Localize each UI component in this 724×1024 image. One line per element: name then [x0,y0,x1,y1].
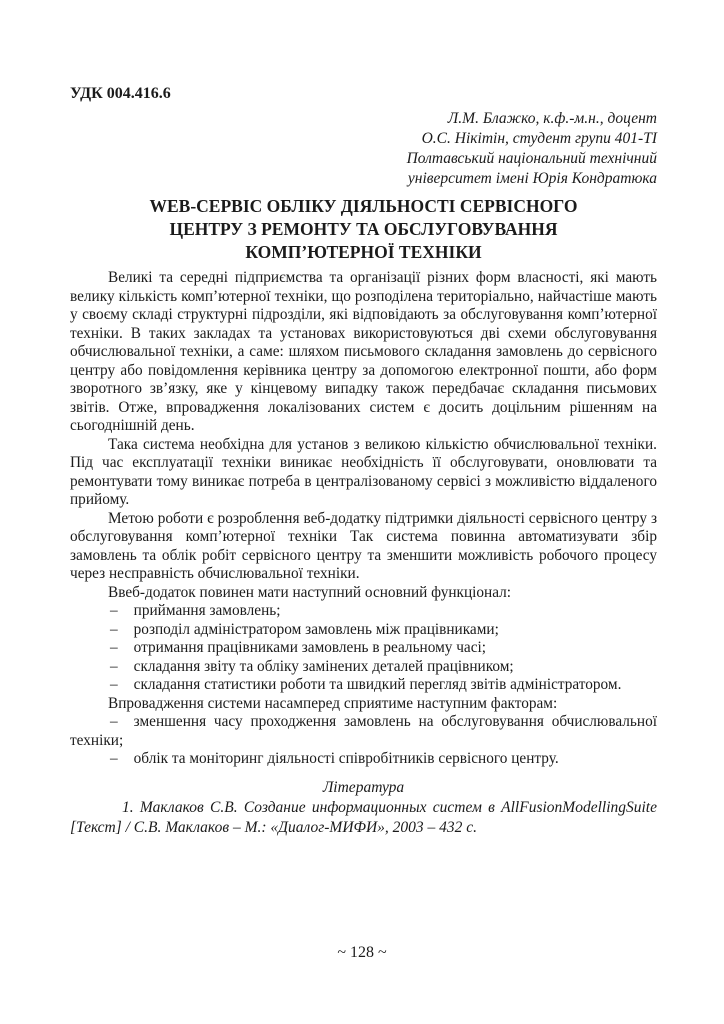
list-dash: – [110,657,118,675]
paper-title-line: КОМП’ЮТЕРНОЇ ТЕХНІКИ [245,242,482,262]
list-dash: – [110,639,118,656]
list-item [70,602,657,621]
author-line: О.С. Нікітін, студент групи 401-ТІ [421,130,657,147]
list-item [70,639,657,658]
affiliation-line: Полтавський національний технічний [406,150,657,167]
list-item [70,621,657,640]
list-item [70,676,657,695]
list-dash: – [110,620,118,638]
list-item-text: облік та моніторинг діяльності співробітників сервісного центру. [133,750,559,767]
paper-body [70,269,657,769]
list-dash: – [110,750,118,767]
list-item-text: отримання працівниками замовлень в реальному часі; [133,639,487,656]
list-item [70,713,657,750]
list-item-text: приймання замовлень; [133,602,281,619]
list-dash: – [110,676,118,693]
list-intro: Впровадження системи насамперед сприятиме наступним факторам: [108,694,558,712]
list-item-text: складання звіту та обліку замінених деталей працівником; [133,657,514,675]
udc-code: УДК 004.416.6 [70,85,171,102]
list-item-text: складання статистики роботи та швидкий перегляд звітів адміністратором. [133,676,622,693]
list-dash: – [110,602,118,619]
list-intro: Ввеб-додаток повинен мати наступний основний функціонал: [108,583,512,601]
author-line: Л.М. Блажко, к.ф.-м.н., доцент [447,110,657,127]
paper-title-line: WEB-СЕРВІС ОБЛІКУ ДІЯЛЬНОСТІ СЕРВІСНОГО [149,196,578,216]
list-item-text: зменшення часу проходження замовлень на обслуговування обчислювальної техніки; [70,713,657,749]
list-item [70,658,657,677]
list-item-text: розподіл адміністратором замовлень між працівниками; [133,620,499,638]
page-number: ~ 128 ~ [337,944,387,961]
reference-item: 1. Маклаков С.В. Создание информационных систем в AllFusionModellingSuite [Текст] / С.В. Маклаков – М.: «Диалог-МИФИ», 2003 – 432 с. [70,798,657,836]
list-dash: – [110,713,118,730]
paragraph: Великі та середні підприємства та організації різних форм власності, які мають велику кількість комп’ютерної техніки, що розподілена територіально, найчастіше мають у своєму складі структурні підрозділи, які відповідають за обслуговування комп’ютерної техніки. В таких закладах та установах використовуються дві схеми обслуговування обчислювальної техніки, а саме: шляхом письмового складання замовлень до сервісного центру або повідомлення керівника центру за допомогою електронної пошти, або форм зворотного зв’язку, яке у кінцевому випадку також передбачає складання письмових звітів. Отже, впровадження локалізованих систем є досить доцільним рішенням на сьогоднішній день. [70,269,657,434]
affiliation-line: університет імені Юрія Кондратюка [407,170,657,187]
section-heading-literature: Література [322,778,405,796]
list-item [70,750,657,769]
paragraph: Така система необхідна для установ з великою кількістю обчислювальної техніки. Під час експлуатації техніки виникає необхідність її обслуговувати, оновлювати та ремонтувати тому виникає потреба в централізованому сервісі з можливістю віддаленого прийому. [70,435,657,508]
paragraph: Метою роботи є розроблення веб-додатку підтримки діяльності сервісного центру з обслуговування комп’ютерної техніки Так система повинна автоматизувати збір замовлень та облік робіт сервісного центру та зменшити можливість робочого процесу через несправність обчислювальної техніки. [70,509,657,582]
paper-title-line: ЦЕНТРУ З РЕМОНТУ ТА ОБСЛУГОВУВАННЯ [169,219,558,239]
author-block [70,109,657,189]
paper-title [70,195,657,264]
